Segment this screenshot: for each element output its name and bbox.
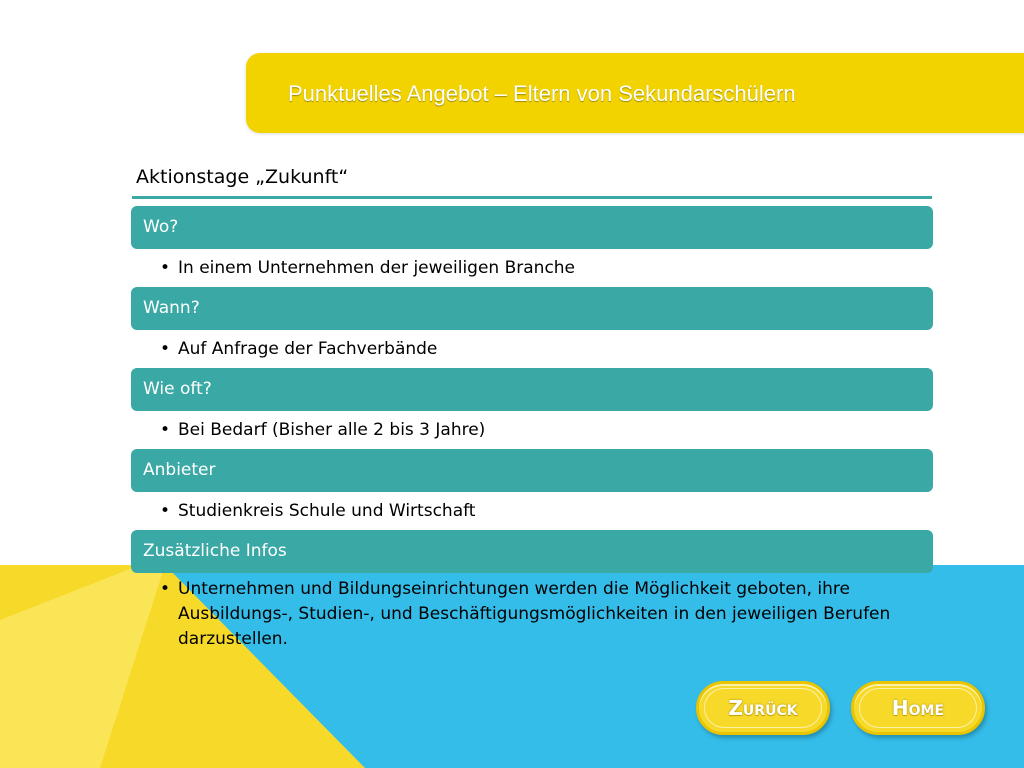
section-bullet-wie-oft: • Bei Bedarf (Bisher alle 2 bis 3 Jahre) — [131, 411, 933, 449]
section-heading-zusaetzliche-infos: Zusätzliche Infos — [131, 530, 933, 573]
section-bullet-wann: • Auf Anfrage der Fachverbände — [131, 330, 933, 368]
title-banner — [246, 53, 1024, 133]
section-bullet-wo: • In einem Unternehmen der jeweiligen Branche — [131, 249, 933, 287]
section-heading-wie-oft: Wie oft? — [131, 368, 933, 411]
section-bullet-zusaetzliche-infos: • Unternehmen und Bildungseinrichtungen werden die Möglichkeit geboten, ihre Ausbildungs-, Studien-, und Beschäftigungsmöglichkeiten in den jeweiligen Berufen darzustellen. — [131, 573, 933, 652]
info-list — [131, 206, 933, 652]
section-heading-wann: Wann? — [131, 287, 933, 330]
section-heading-anbieter: Anbieter — [131, 449, 933, 492]
home-button-label: Home — [891, 696, 945, 720]
subtitle-divider — [132, 196, 932, 199]
subtitle: Aktionstage „Zukunft“ — [136, 166, 349, 188]
back-button[interactable] — [696, 681, 830, 735]
back-button-label: Zurück — [728, 696, 798, 720]
page-title: Punktuelles Angebot – Eltern von Sekundarschülern — [288, 81, 796, 106]
section-heading-wo: Wo? — [131, 206, 933, 249]
section-bullet-anbieter: • Studienkreis Schule und Wirtschaft — [131, 492, 933, 530]
home-button[interactable] — [851, 681, 985, 735]
